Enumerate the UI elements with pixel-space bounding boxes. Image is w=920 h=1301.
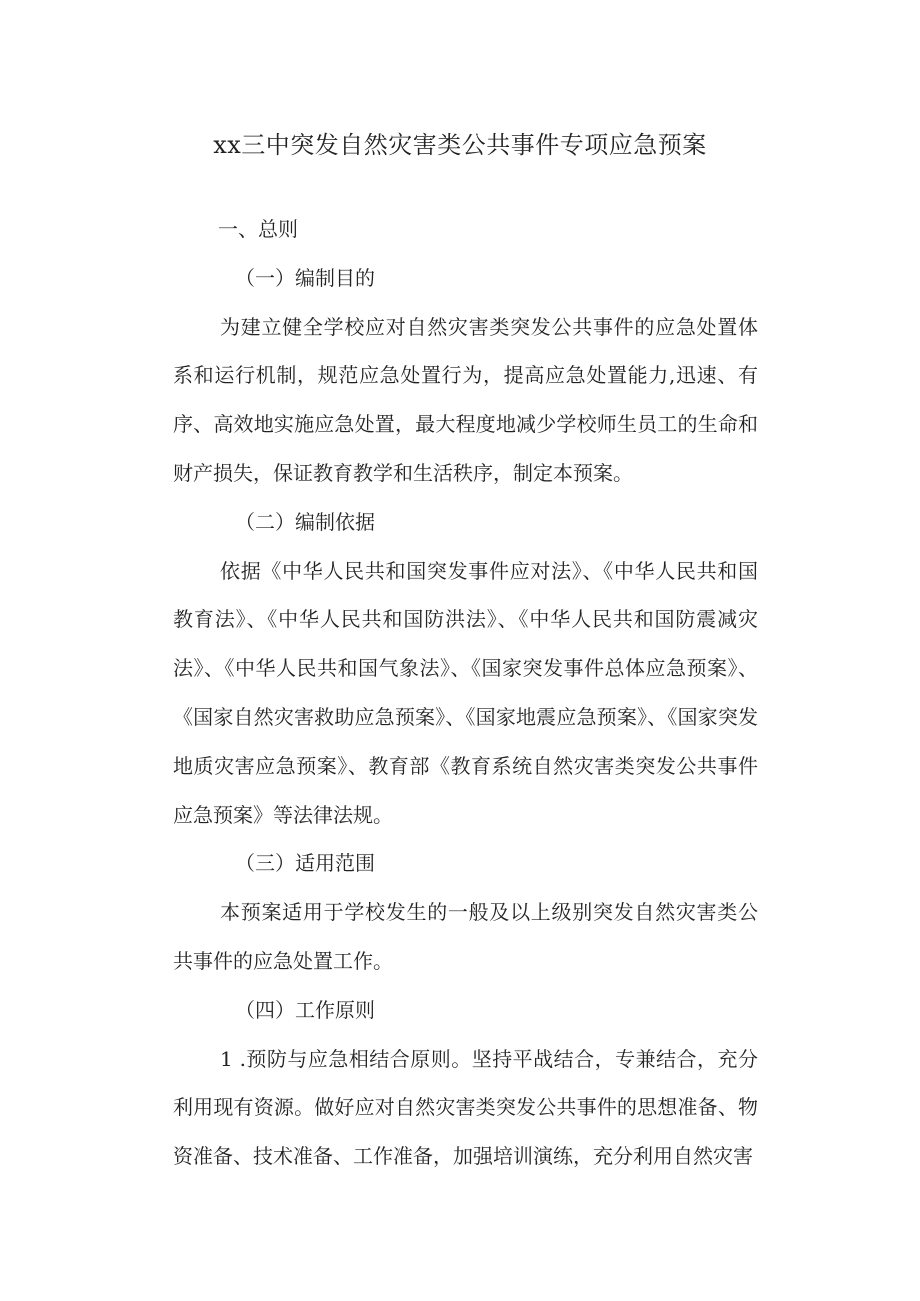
document-title: xx三中突发自然灾害类公共事件专项应急预案 [213,131,707,159]
paragraph-scope: 本预案适用于学校发生的一般及以上级别突发自然灾害类公共事件的应急处置工作。 [173,900,758,973]
paragraph-principle-1: 1 .预防与应急相结合原则。坚持平战结合，专兼结合，充分利用现有资源。做好应对自然灾害类突发公共事件的思想准备、物资准备、技术准备、工作准备，加强培训演练，充分利用自然灾害 [173,1046,758,1169]
section-heading-general: 一、总则 [218,217,298,241]
document-body [173,205,758,1181]
subsection-heading-basis: （二）编制依据 [235,509,375,534]
paragraph-basis: 依据《中华人民共和国突发事件应对法》、《中华人民共和国教育法》、《中华人民共和国防洪法》、《中华人民共和国防震减灾法》、《中华人民共和国气象法》、《国家突发事件总体应急预案》、《国家自然灾害救助应急预案》、《国家地震应急预案》、《国家突发地质灾害应急预案》、教育部《教育系统自然灾害类突发公共事件应急预案》等法律法规。 [173,558,758,827]
subsection-heading-scope: （三）适用范围 [235,851,375,876]
paragraph-purpose: 为建立健全学校应对自然灾害类突发公共事件的应急处置体系和运行机制，规范应急处置行为，提高应急处置能力,迅速、有序、高效地实施应急处置，最大程度地减少学校师生员工的生命和财产损失，保证教育教学和生活秩序，制定本预案。 [173,314,758,485]
subsection-heading-principles: （四）工作原则 [235,997,375,1022]
subsection-heading-purpose: （一）编制目的 [235,265,375,290]
